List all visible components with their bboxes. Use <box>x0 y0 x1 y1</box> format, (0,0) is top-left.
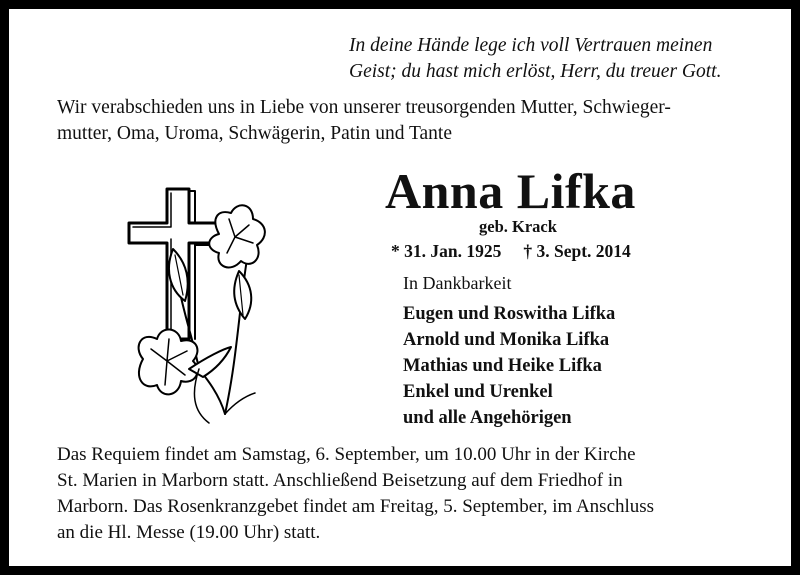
info-line: Marborn. Das Rosenkranzgebet findet am Freitag, 5. September, im Anschluss <box>57 496 655 517</box>
mourners-list <box>403 301 615 431</box>
info-line: Das Requiem findet am Samstag, 6. September, um 10.00 Uhr in der Kirche <box>57 444 636 465</box>
mourner: Mathias und Heike Lifka <box>403 356 602 376</box>
mourner: Enkel und Urenkel <box>403 382 553 402</box>
life-dates <box>391 241 631 262</box>
death-date: † 3. Sept. 2014 <box>523 241 631 261</box>
deceased-name: Anna Lifka <box>385 163 636 219</box>
mourner: Arnold und Monika Lifka <box>403 330 610 350</box>
thanks-label: In Dankbarkeit <box>403 273 512 293</box>
obituary-card <box>9 9 791 566</box>
mourner: Eugen und Roswitha Lifka <box>403 304 616 324</box>
mourner: und alle Angehörigen <box>403 408 572 428</box>
info-line: an die Hl. Messe (19.00 Uhr) statt. <box>57 522 321 543</box>
info-line: St. Marien in Marborn statt. Anschließend Beisetzung auf dem Friedhof in <box>57 470 623 491</box>
intro-line: mutter, Oma, Uroma, Schwägerin, Patin und Tante <box>57 123 452 144</box>
service-info <box>57 442 654 546</box>
bible-verse <box>349 33 721 85</box>
birth-date: * 31. Jan. 1925 <box>391 241 502 261</box>
intro-line: Wir verabschieden uns in Liebe von unserer treusorgenden Mutter, Schwieger- <box>57 97 671 118</box>
cross-with-lilies-icon <box>107 179 277 429</box>
verse-line: Geist; du hast mich erlöst, Herr, du treuer Gott. <box>349 61 722 82</box>
verse-line: In deine Hände lege ich voll Vertrauen meinen <box>349 35 713 56</box>
maiden-name: geb. Krack <box>479 217 557 236</box>
intro-text <box>57 95 671 147</box>
